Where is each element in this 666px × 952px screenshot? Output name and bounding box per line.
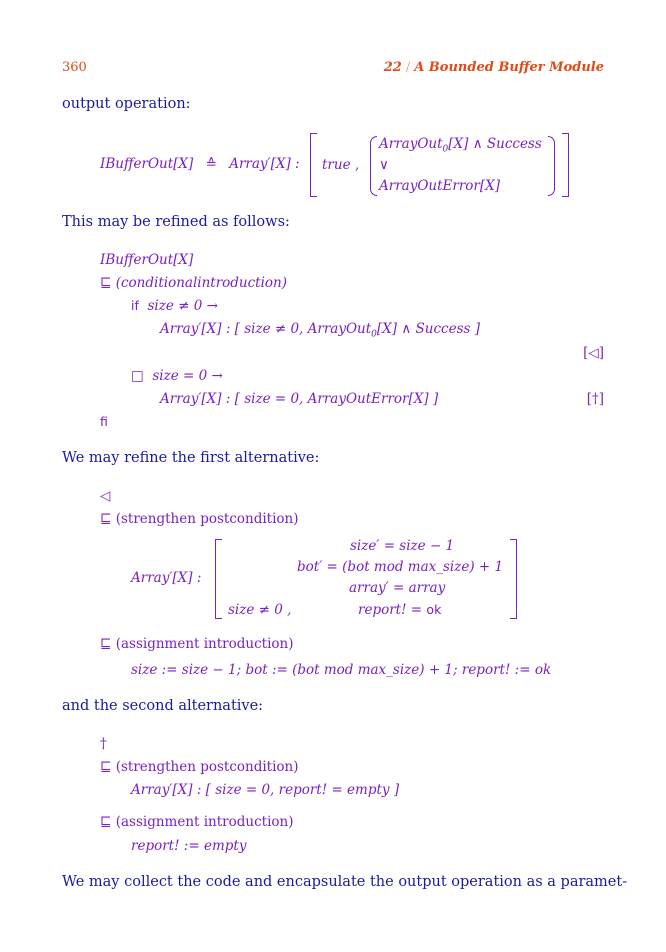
subscript-0: 0 [442,144,449,155]
first-marker: ◁ [100,488,111,504]
post-right-paren [548,136,555,196]
first-code: size := size − 1; bot := (bot mod max_size) + 1; report! := ok [131,662,552,678]
first-right-bracket [510,539,517,619]
refine-step: ⊑ (conditionalintroduction) [100,275,288,291]
spec-1-part-a: Array′[X] : [ size ≠ 0, ArrayOut [160,321,372,337]
tag-dagger: [†] [586,391,604,407]
array-out: ArrayOut [379,136,443,152]
page-number: 360 [62,60,87,75]
first-post-3: array′ = array [349,580,446,596]
schema-post-line3: ArrayOutError[X] [379,178,501,194]
report-eq: report! = [358,602,427,618]
spec-left-bracket [310,133,317,197]
first-post-4 [358,602,441,618]
second-marker: † [100,736,107,752]
post-left-paren [370,136,377,196]
first-left-bracket [215,539,222,619]
first-step-2: ⊑ (assignment introduction) [100,636,294,652]
ok-value: ok [426,602,442,617]
spec-1 [160,321,480,340]
else-branch [131,368,223,384]
second-text: and the second alternative: [62,698,264,714]
schema-or: ∨ [379,157,389,173]
def-symbol: ≙ [205,156,217,172]
schema-post-line1 [379,136,542,155]
header-separator: / [405,60,411,75]
schema-definition [100,156,300,172]
closing-text: We may collect the code and encapsulate the output operation as a paramet- [62,874,628,890]
schema-name: IBufferOut [100,156,174,172]
box-symbol: □ [131,368,144,384]
refine-name: IBufferOut[X] [100,252,194,268]
guard-1: size ≠ 0 → [147,298,218,314]
schema-pre: true [322,157,351,173]
spec-2: Array′[X] : [ size = 0, ArrayOutError[X] ] [160,391,439,407]
fi-keyword: fi [100,414,108,429]
first-post-2: bot′ = (bot mod max_size) + 1 [297,559,504,575]
first-step-1: ⊑ (strengthen postcondition) [100,511,299,527]
first-text: We may refine the first alternative: [62,450,320,466]
spec-1-subscript: 0 [371,329,377,340]
running-header [384,60,604,75]
post-line1-rest: [X] ∧ Success [448,136,542,152]
chapter-title: A Bounded Buffer Module [414,60,604,75]
first-frame: Array′[X] : [131,570,202,586]
spec-1-part-b: [X] ∧ Success ] [376,321,480,337]
schema-frame: Array′[X] : [229,156,300,172]
if-keyword: if [131,298,139,313]
refine-text: This may be refined as follows: [62,214,290,230]
intro-text: output operation: [62,96,191,112]
spec-right-bracket [562,133,569,197]
second-spec: Array′[X] : [ size = 0, report! = empty ] [131,782,400,798]
first-pre: size ≠ 0 , [228,602,292,618]
tag-triangle: [◁] [583,345,604,361]
second-step-1: ⊑ (strengthen postcondition) [100,759,299,775]
schema-param: [X] [173,156,194,172]
if-branch [131,298,218,314]
second-code: report! := empty [131,838,247,854]
first-post-1: size′ = size − 1 [350,538,455,554]
second-step-2: ⊑ (assignment introduction) [100,814,294,830]
guard-2: size = 0 → [152,368,223,384]
chapter-number: 22 [383,60,402,75]
schema-comma: , [355,157,360,173]
